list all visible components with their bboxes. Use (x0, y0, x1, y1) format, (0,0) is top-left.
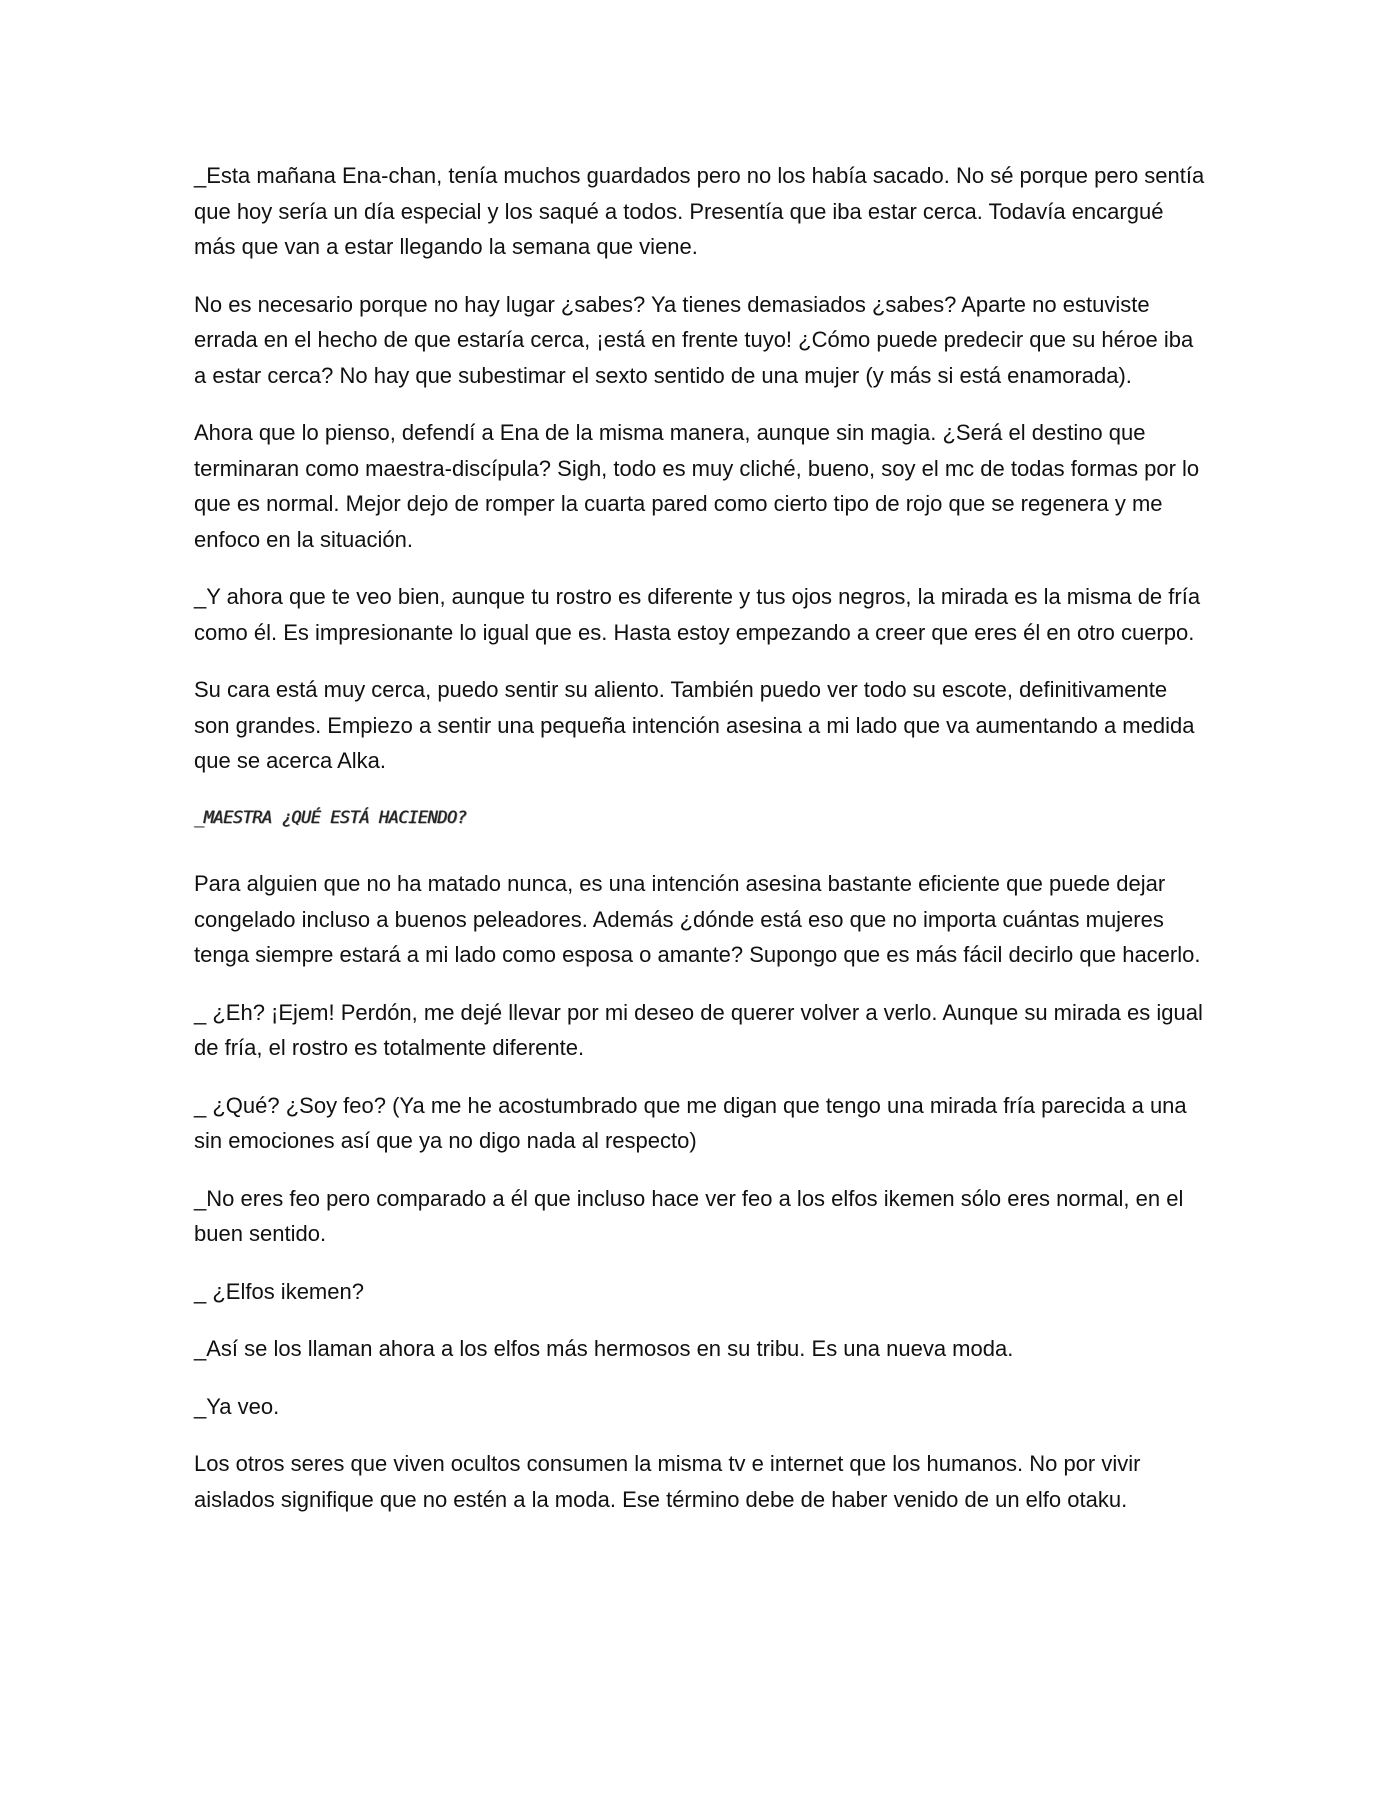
shouted-dialogue-line: _MAESTRA ¿QUÉ ESTÁ HACIENDO? (194, 807, 467, 828)
paragraph: _Y ahora que te veo bien, aunque tu rostro es diferente y tus ojos negros, la mirada es la misma de fría como él. Es impresionante lo igual que es. Hasta estoy empezando a creer que eres él en otro cuerpo. (194, 584, 1201, 645)
paragraph: _ ¿Qué? ¿Soy feo? (Ya me he acostumbrado que me digan que tengo una mirada fría parecida a una sin emociones así que ya no digo nada al respecto) (194, 1092, 1187, 1153)
paragraph: _Esta mañana Ena-chan, tenía muchos guardados pero no los había sacado. No sé porque pero sentía que hoy sería un día especial y los saqué a todos. Presentía que iba estar cerca. Todavía encargué más que van a estar llegando la semana que viene. (194, 163, 1205, 259)
paragraph: _ ¿Eh? ¡Ejem! Perdón, me dejé llevar por mi deseo de querer volver a verlo. Aunque su mirada es igual de fría, el rostro es totalmente diferente. (194, 999, 1203, 1060)
paragraph: Ahora que lo pienso, defendí a Ena de la misma manera, aunque sin magia. ¿Será el destino que terminaran como maestra-discípula? Sigh, todo es muy cliché, bueno, soy el mc de todas formas por lo que es normal. Mejor dejo de romper la cuarta pared como cierto tipo de rojo que se regenera y me enfoco en la situación. (194, 420, 1200, 552)
paragraph: Para alguien que no ha matado nunca, es una intención asesina bastante eficiente que puede dejar congelado incluso a buenos peleadores. Además ¿dónde está eso que no importa cuántas mujeres tenga siempre estará a mi lado como esposa o amante? Supongo que es más fácil decirlo que hacerlo. (194, 871, 1201, 967)
paragraph: No es necesario porque no hay lugar ¿sabes? Ya tienes demasiados ¿sabes? Aparte no estuviste errada en el hecho de que estaría cerca, ¡está en frente tuyo! ¿Cómo puede predecir que su héroe iba a estar cerca? No hay que subestimar el sexto sentido de una mujer (y más si está enamorada). (194, 291, 1194, 388)
document-page (194, 158, 1206, 1539)
paragraph: _Ya veo. (194, 1393, 280, 1419)
paragraph: _No eres feo pero comparado a él que incluso hace ver feo a los elfos ikemen sólo eres normal, en el buen sentido. (194, 1185, 1184, 1246)
paragraph: _ ¿Elfos ikemen? (194, 1278, 364, 1304)
paragraph: Su cara está muy cerca, puedo sentir su aliento. También puedo ver todo su escote, definitivamente son grandes. Empiezo a sentir una pequeña intención asesina a mi lado que va aumentando a medida que se acerca Alka. (194, 677, 1195, 773)
paragraph: Los otros seres que viven ocultos consumen la misma tv e internet que los humanos. No por vivir aislados signifique que no estén a la moda. Ese término debe de haber venido de un elfo otaku. (194, 1451, 1141, 1512)
paragraph: _Así se los llaman ahora a los elfos más hermosos en su tribu. Es una nueva moda. (194, 1336, 1014, 1361)
